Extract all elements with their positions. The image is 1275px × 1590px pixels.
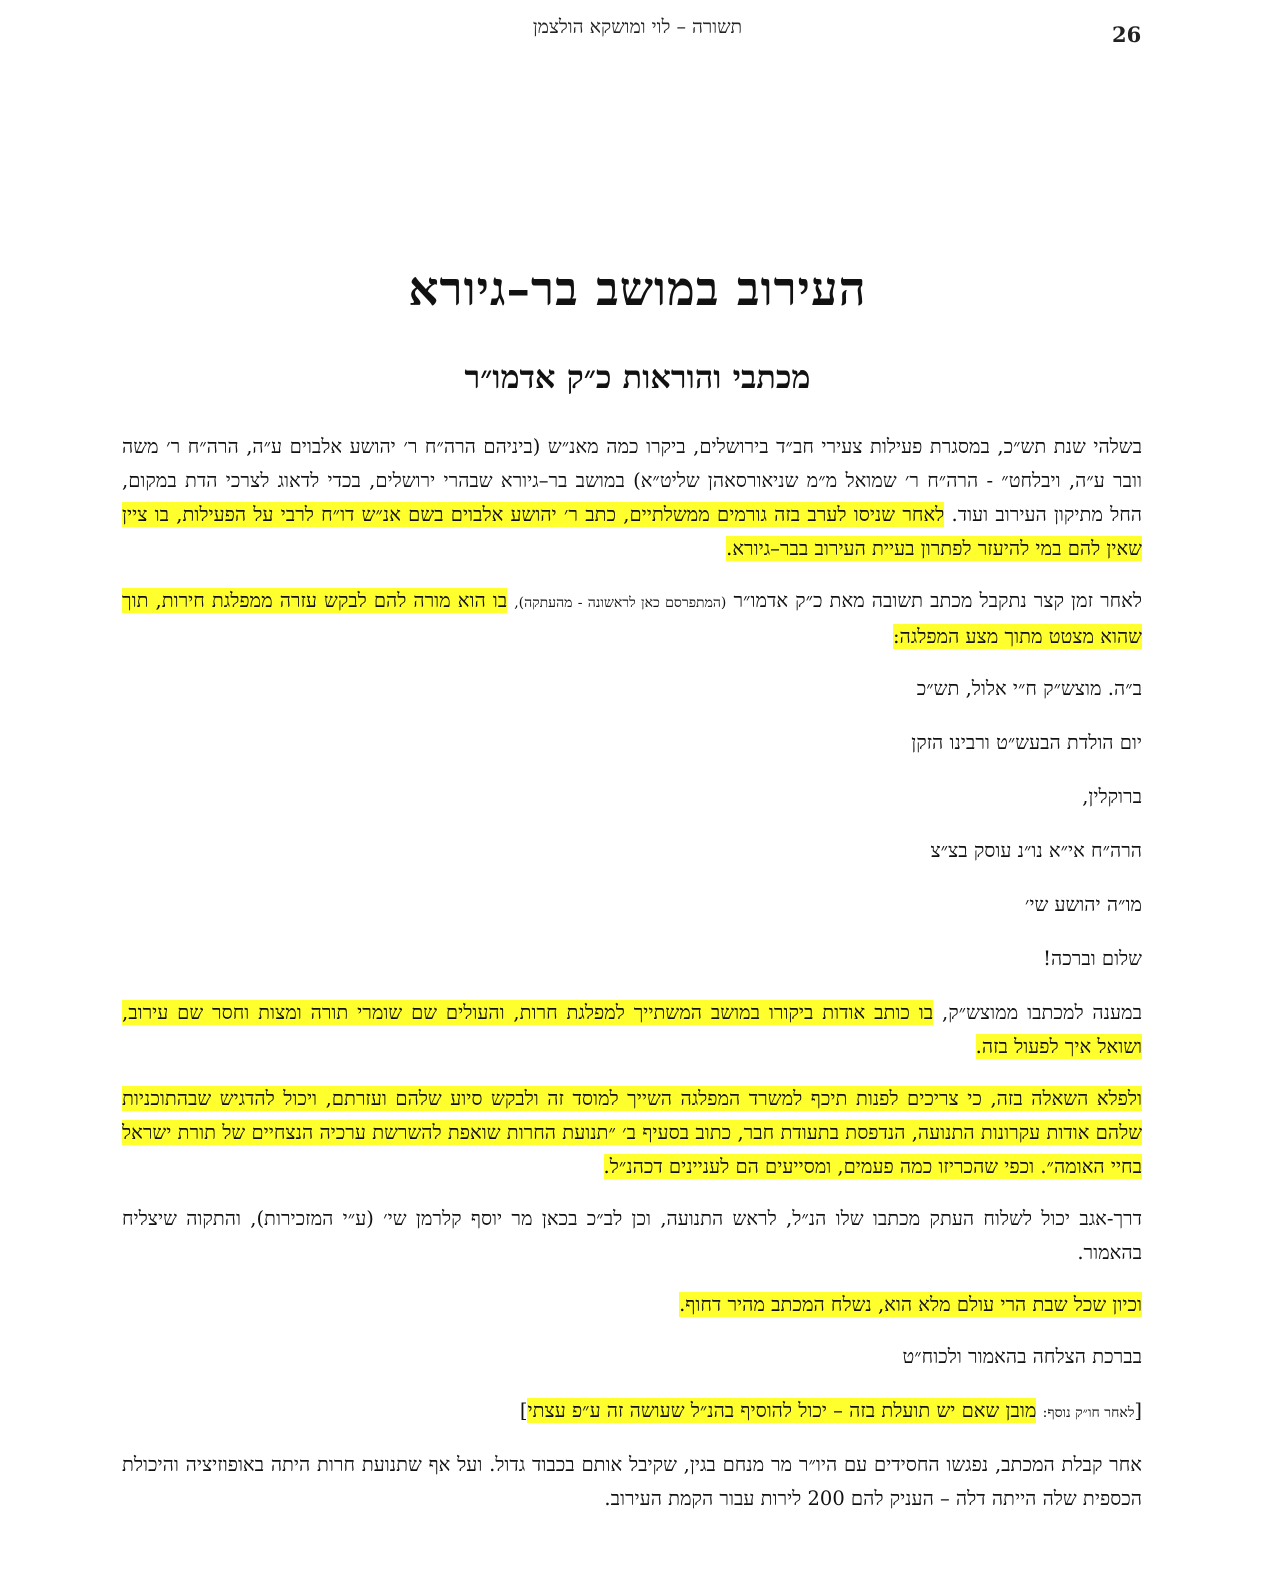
letter-closing: בברכת הצלחה בהאמור ולכוח״ט (902, 1345, 1142, 1368)
letter-addressee-line2: מו״ה יהושע שי׳ (1024, 893, 1142, 916)
page-number: 26 (1112, 22, 1142, 47)
letter-paragraph-1-text: במענה למכתבו ממוצש״ק, (942, 1001, 1142, 1024)
letter-paragraph-1-highlighted: בו כותב אודות ביקורו במושב המשתייך למפלגת חרות, והעולים שם שומרי תורה ומצות וחסר שם עירוב, ושואל איך לפעול בזה. (122, 1001, 1142, 1058)
running-header: תשורה – לוי ומושקא הולצמן (532, 16, 743, 38)
letter-addressee-line1: הרה״ח אי״א נו״נ עוסק בצ״צ (930, 839, 1142, 862)
article-body (122, 430, 1142, 1534)
letter-greeting: שלום וברכה! (1043, 947, 1142, 970)
letter-paragraph-4-highlighted: וכיון שכל שבת הרי עולם מלא הוא, נשלח המכתב מהיר דחוף. (679, 1293, 1142, 1316)
reply-intro-text: לאחר זמן קצר נתקבל מכתב תשובה מאת כ״ק אדמו״ר (733, 589, 1143, 612)
article-title: העירוב במושב בר–גיורא (408, 262, 867, 317)
reply-intro-note: (המתפרסם כאן לראשונה - מהעתקה), (514, 595, 727, 611)
letter-paragraph-1 (122, 996, 1142, 1064)
intro-text: בשלהי שנת תש״כ, במסגרת פעילות צעירי חב״ד בירושלים, ביקרו כמה מאנ״ש (ביניהם הרה״ח ר׳ יהושע אלבוים ע״ה, הרה״ח ר׳ משה וובר ע״ה, ויבלחט״ - הרה״ח ר׳ שמואל מ״מ שניאורסאהן שליט״א) במושב בר–גיורא שבהרי ירושלים, בכדי לדאוג לצרכי הדת במקום, החל מתיקון העירוב ועוד. (122, 435, 1143, 526)
reply-intro-paragraph (122, 584, 1142, 654)
letter-date: ב״ה. מוצש״ק ח״י אלול, תש״כ (916, 677, 1142, 700)
intro-highlighted-text: לאחר שניסו לערב בזה גורמים ממשלתיים, כתב ר׳ יהושע אלבוים בשם אנ״ש דו״ח לרבי על הפעילות, בו ציין שאין להם במי להיעזר לפתרון בעיית העירוב בבר–גיורא. (122, 503, 1142, 560)
outro-paragraph: אחר קבלת המכתב, נפגשו החסידים עם היו״ר מר מנחם בגין, שקיבל אותם בכבוד גדול. ועל אף שתנועת חרות היתה באופוזיציה והיכולת הכספית שלה הייתה דלה – העניק להם 200 לירות עבור הקמת העירוב. (122, 1453, 1142, 1510)
reply-intro-highlighted-text: בו הוא מורה להם לבקש עזרה ממפלגת חירות, תוך שהוא מצטט מתוך מצע המפלגה: (122, 589, 1142, 648)
letter-paragraph-3: דרך-אגב יכול לשלוח העתק מכתבו שלו הנ״ל, לראש התנועה, וכן לב״כ בכאן מר יוסף קלרמן שי׳ (ע״י המזכירות), והתקוה שיצליח בהאמור. (122, 1207, 1142, 1264)
letter-paragraph-2 (122, 1082, 1142, 1184)
intro-paragraph (122, 430, 1142, 566)
postscript-bracket-open: [ (1134, 1399, 1142, 1422)
postscript-highlighted: מובן שאם יש תועלת בזה – יכול להוסיף בהנ״ל שעושה זה ע״פ עצתי (527, 1399, 1037, 1422)
letter-postscript (122, 1394, 1142, 1430)
article-subtitle: מכתבי והוראות כ״ק אדמו״ר (464, 358, 811, 396)
letter-paragraph-2-highlighted: ולפלא השאלה בזה, כי צריכים לפנות תיכף למשרד המפלגה השייך למוסד זה ולבקש סיוע שלהם ועזרתם, ויכול להדגיש שבהתוכניות שלהם אודות עקרונות התנועה, הנדפסת בתעודת חבר, כתוב בסעיף ב׳ ״תנועת החרות שואפת להשרשת ערכיה הנצחיים של תורת ישראל בחיי האומה״. וכפי שהכריזו כמה פעמים, ומסייעים הם לעניינים דכהנ״ל. (122, 1087, 1142, 1178)
postscript-prefix: לאחר חו״ק נוסף: (1042, 1405, 1135, 1421)
letter-place: ברוקלין, (1082, 785, 1142, 808)
letter-occasion: יום הולדת הבעש״ט ורבינו הזקן (911, 731, 1142, 754)
letter-paragraph-4 (122, 1288, 1142, 1322)
postscript-bracket-close: ] (519, 1399, 528, 1422)
